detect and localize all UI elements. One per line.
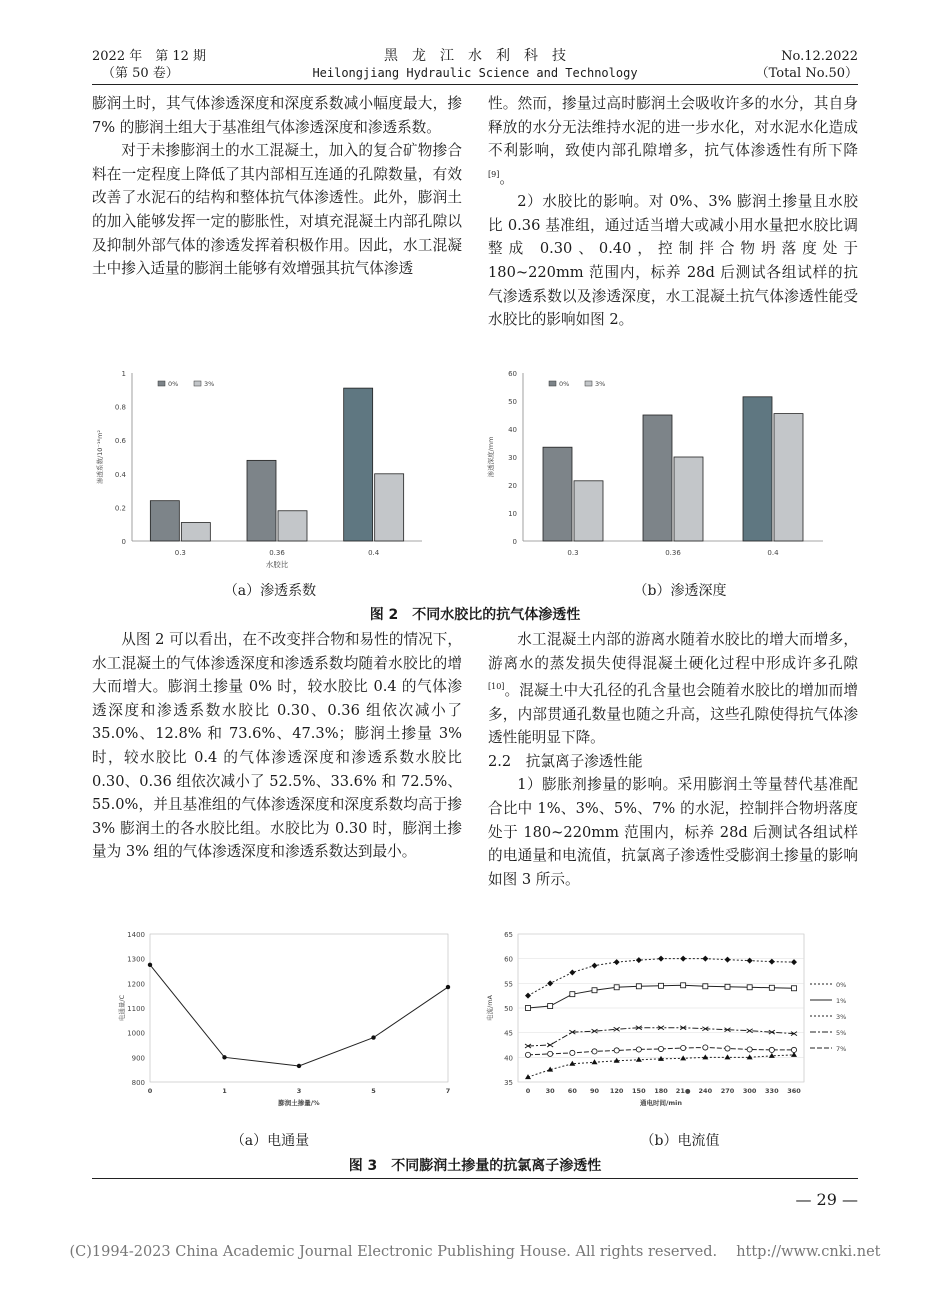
series-0pct-point-150 (636, 957, 642, 963)
y-tick-label: 60 (508, 370, 517, 378)
x-tick-label: 0.36 (269, 549, 285, 557)
series-1pct-point-180 (659, 983, 664, 988)
y-tick-label: 1 (121, 370, 126, 378)
paragraph: 膨润土时，其气体渗透深度和深度系数减小幅度最大，掺 7% 的膨润土组大于基准组气体渗透深度和渗透系数。 (92, 95, 462, 136)
series-flux-point-7 (446, 985, 450, 989)
x-tick-label: 360 (787, 1087, 801, 1095)
series-flux-line (150, 965, 448, 1066)
y-tick-label: 0.4 (114, 470, 126, 479)
header-issue (92, 48, 206, 82)
x-tick-label: 240 (698, 1087, 713, 1095)
series-1pct-point-360 (792, 986, 797, 991)
series-0pct-point-0 (525, 993, 531, 999)
y-tick-label: 40 (508, 426, 517, 434)
series-flux-point-1 (222, 1055, 226, 1059)
header-volume: （第 50 卷） (102, 66, 179, 81)
series-1pct-point-150 (636, 984, 641, 989)
series-5pct-point-120 (614, 1027, 620, 1031)
y-tick-label: 55 (504, 980, 513, 989)
y-axis-label: 电通量/C (118, 994, 126, 1022)
y-tick-label: 50 (504, 1005, 513, 1013)
chart-fig3b-current (486, 925, 850, 1120)
legend-swatch (194, 381, 201, 386)
right-column-mid (488, 628, 858, 891)
y-tick-label: 1100 (127, 1005, 145, 1013)
right-column-top (488, 92, 858, 332)
series-7pct-point-210 (681, 1045, 686, 1050)
header-total-no: （Total No.50） (755, 66, 858, 81)
chart-fig2a-permeability-coefficient (85, 365, 465, 580)
series-0pct-point-270 (725, 957, 731, 963)
x-tick-label: 300 (742, 1087, 757, 1095)
series-3pct-point-210 (680, 1055, 686, 1060)
series-7pct-point-30 (548, 1051, 553, 1056)
y-tick-label: 10 (508, 510, 517, 518)
series-7pct-point-240 (703, 1045, 708, 1050)
series-7pct-point-360 (791, 1047, 796, 1052)
bar-3pct-0.4 (375, 474, 404, 541)
fig3b-caption: （b）电流值 (640, 1133, 720, 1149)
x-tick-label: 120 (609, 1087, 624, 1095)
series-1pct-point-270 (725, 984, 730, 989)
x-tick-label: 5 (371, 1087, 376, 1095)
x-tick-label: 21● (675, 1087, 691, 1095)
footer-rule (92, 1178, 858, 1179)
page-number: — 29 — (795, 1190, 858, 1209)
series-flux-point-5 (371, 1035, 375, 1039)
header-no: No.12.2022 (781, 49, 858, 64)
series-1pct-line (528, 985, 794, 1008)
y-tick-label: 1000 (127, 1029, 145, 1038)
series-1pct-point-300 (747, 985, 752, 990)
series-flux-point-0 (148, 963, 152, 967)
x-axis-label: 水胶比 (265, 560, 289, 569)
series-0pct-point-330 (769, 959, 775, 965)
paragraph: 对于未掺膨润土的水工混凝土，加入的复合矿物掺合料在一定程度上降低了其内部相互连通的孔隙数量，有效改善了水泥石的结构和整体抗气体渗透性。此外，膨润土的加入能够发挥一定的膨胀性，对填充混凝土内部孔隙以及抑制外部气体的渗透发挥着积极作用。因此，水工混凝土中掺入适量的膨润土能够有效增强其抗气体渗透 (92, 142, 462, 278)
series-5pct-line (528, 1028, 794, 1046)
fig3-title: 图 3 不同膨润土掺量的抗氯离子渗透性 (348, 1158, 602, 1174)
x-axis-label: 通电时间/min (639, 1099, 683, 1107)
paragraph: 1）膨胀剂掺量的影响。采用膨润土等量替代基准配合比中 1%、3%、5%、7% 的水泥，控制拌合物坍落度处于 180~220mm 范围内，标养 28d 后测试各组试样的电通量和电流值，抗氯离子渗透性受膨润土掺量的影响如图 3 所示。 (488, 776, 858, 888)
legend-label: 0% (559, 380, 570, 388)
bar-3pct-0.36 (674, 457, 703, 541)
header-rule (92, 84, 858, 85)
y-tick-label: 900 (131, 1054, 145, 1063)
series-0pct-point-360 (791, 959, 797, 965)
x-tick-label: 1 (222, 1087, 227, 1095)
y-axis-label: 渗透系数/10⁻¹⁶m² (96, 429, 104, 485)
series-7pct-point-90 (592, 1049, 597, 1054)
series-0pct-line (528, 959, 794, 996)
chart-fig3a-electric-flux (90, 925, 450, 1120)
fig3a-caption: （a）电通量 (230, 1133, 310, 1149)
legend-label: 3% (595, 380, 606, 388)
bar-0pct-0.3 (150, 501, 179, 541)
series-7pct-point-180 (658, 1046, 663, 1051)
series-0pct-point-30 (547, 980, 553, 986)
series-7pct-point-330 (769, 1047, 774, 1052)
bar-0pct-0.36 (643, 415, 672, 541)
fig2-title: 图 2 不同水胶比的抗气体渗透性 (369, 607, 581, 623)
bar-3pct-0.3 (181, 523, 210, 541)
series-0pct-point-120 (614, 959, 620, 965)
bar-3pct-0.3 (574, 481, 603, 541)
legend-swatch (549, 381, 556, 386)
bar-0pct-0.36 (247, 460, 276, 541)
x-axis-label: 膨润土掺量/% (278, 1099, 320, 1107)
series-5pct-point-300 (747, 1029, 753, 1033)
header-number (756, 48, 858, 82)
paragraph: 从图 2 可以看出，在不改变拌合物和易性的情况下，水工混凝土的气体渗透深度和渗透系数均随着水胶比的增大而增大。膨润土掺量 0% 时，较水胶比 0.4 的气体渗透深度和渗透系数水胶比 0.30、0.36 组依次减小了 35.0%、12.8% 和 73.6%、47.3%；膨润土掺量 3% 时，较水胶比 0.4 的气体渗透深度和渗透系数水胶比 0.30、0.36 组依次减小了 52.5%、33.6% 和 72.5%、55.0%，并且基准组的气体渗透深度和深度系数均高于掺 3% 膨润土的各水胶比组。水胶比为 0.30 时，膨润土掺量为 3% 组的气体渗透深度和渗透系数达到最小。 (92, 631, 462, 861)
series-1pct-point-90 (592, 988, 597, 993)
series-5pct-legend-label: 5% (836, 1029, 847, 1037)
x-tick-label: 30 (545, 1087, 555, 1095)
header-year-issue: 2022 年 第 12 期 (92, 49, 207, 64)
y-tick-label: 0.8 (114, 403, 126, 412)
citation: [10] (488, 682, 505, 692)
y-tick-label: 1400 (127, 931, 145, 939)
series-3pct-legend-label: 3% (836, 1013, 847, 1021)
bar-3pct-0.4 (774, 414, 803, 541)
series-0pct-point-180 (658, 956, 664, 962)
y-tick-label: 50 (508, 398, 517, 406)
fig2b-caption: （b）渗透深度 (633, 583, 727, 599)
y-tick-label: 1300 (127, 955, 145, 964)
bar-0pct-0.4 (743, 397, 772, 541)
paragraph: 水工混凝土内部的游离水随着水胶比的增大而增多，游离水的蒸发损失使得混凝土硬化过程中形成许多孔隙[10]。混凝土中大孔径的孔含量也会随着水胶比的增加而增多，内部贯通孔数量也随之升高，这些孔隙使得抗气体渗透性能明显下降。 (488, 631, 858, 747)
y-tick-label: 800 (131, 1079, 145, 1087)
x-tick-label: 0 (147, 1087, 153, 1095)
x-tick-label: 0.4 (368, 549, 380, 557)
x-tick-label: 0.3 (174, 549, 186, 557)
y-tick-label: 35 (504, 1079, 513, 1087)
x-tick-label: 90 (589, 1087, 600, 1095)
x-tick-label: 0 (525, 1087, 531, 1095)
x-tick-label: 0.4 (767, 549, 779, 557)
y-tick-label: 60 (504, 955, 513, 964)
series-1pct-point-120 (614, 985, 619, 990)
series-1pct-point-330 (769, 985, 774, 990)
legend-label: 0% (168, 380, 179, 388)
paragraph: 2）水胶比的影响。对 0%、3% 膨润土掺量且水胶比 0.36 基准组，通过适当增大或减小用水量把水胶比调整成 0.30、0.40，控制拌合物坍落度处于 180~220mm 范围内，标养 28d 后测试各组试样的抗气渗透系数以及渗透深度，水工混凝土抗气体渗透性能受水胶比的影响如图 2。 (488, 193, 858, 329)
legend-swatch (585, 381, 592, 386)
y-tick-label: 0.2 (114, 504, 126, 513)
bar-0pct-0.4 (344, 388, 373, 541)
y-tick-label: 40 (504, 1054, 513, 1063)
chart-fig2b-permeability-depth (487, 365, 860, 580)
paragraph: 性。然而，掺量过高时膨润土会吸收许多的水分，其自身释放的水分无法维持水泥的进一步水化，对水泥水化造成不利影响，致使内部孔隙增多，抗气体渗透性有所下降[9]。 (488, 95, 858, 187)
legend-label: 3% (204, 380, 215, 388)
series-7pct-point-60 (570, 1050, 575, 1055)
series-7pct-point-120 (614, 1048, 619, 1053)
y-tick-label: 0 (512, 538, 517, 546)
plot-frame (150, 934, 448, 1082)
x-tick-label: 330 (765, 1087, 779, 1095)
series-1pct-point-0 (526, 1006, 531, 1011)
x-tick-label: 0.36 (665, 549, 681, 557)
series-7pct-legend-label: 7% (836, 1045, 847, 1053)
journal-title-en: Heilongjiang Hydraulic Science and Technology (312, 66, 638, 80)
series-7pct-point-150 (636, 1047, 641, 1052)
y-tick-label: 30 (508, 454, 517, 462)
series-7pct-point-0 (525, 1052, 530, 1057)
series-3pct-point-0 (525, 1074, 531, 1079)
y-tick-label: 45 (504, 1029, 513, 1038)
series-7pct-point-300 (747, 1047, 752, 1052)
x-tick-label: 0.3 (567, 549, 579, 557)
series-0pct-point-90 (592, 963, 598, 969)
series-1pct-legend-label: 1% (836, 997, 847, 1005)
y-tick-label: 65 (504, 931, 513, 939)
x-tick-label: 180 (654, 1087, 668, 1095)
left-column-top (92, 92, 462, 281)
series-1pct-point-210 (681, 983, 686, 988)
series-0pct-point-240 (702, 956, 708, 962)
x-tick-label: 150 (632, 1087, 646, 1095)
series-3pct-point-270 (725, 1054, 731, 1059)
series-1pct-point-240 (703, 984, 708, 989)
citation: [9] (488, 169, 500, 179)
series-7pct-point-270 (725, 1046, 730, 1051)
y-tick-label: 1200 (127, 980, 145, 989)
series-1pct-point-30 (548, 1004, 553, 1009)
section-heading: 2.2 抗氯离子渗透性能 (488, 752, 643, 770)
series-flux-point-3 (297, 1064, 301, 1068)
y-axis-label: 电流/mA (486, 995, 494, 1021)
series-0pct-point-60 (569, 969, 575, 975)
bar-0pct-0.3 (543, 447, 572, 541)
x-tick-label: 60 (567, 1087, 577, 1095)
bar-3pct-0.36 (278, 511, 307, 541)
y-axis-label: 渗透深度/mm (487, 436, 495, 478)
series-0pct-legend-label: 0% (836, 981, 847, 989)
x-tick-label: 270 (720, 1087, 735, 1095)
y-tick-label: 0.6 (114, 437, 126, 446)
legend-swatch (158, 381, 165, 386)
y-tick-label: 20 (508, 482, 517, 490)
series-0pct-point-210 (680, 956, 686, 962)
x-tick-label: 7 (445, 1087, 451, 1095)
y-tick-label: 0 (121, 538, 126, 546)
left-column-mid (92, 628, 462, 864)
series-1pct-point-60 (570, 992, 575, 997)
fig2a-caption: （a）渗透系数 (223, 583, 317, 599)
journal-title-cn: 黑 龙 江 水 利 科 技 (384, 48, 566, 64)
copyright-footer: (C)1994-2023 China Academic Journal Electronic Publishing House. All rights reserved. http://www.cnki.net (69, 1244, 881, 1260)
series-3pct-point-90 (592, 1059, 598, 1064)
header-journal (300, 48, 650, 82)
x-tick-label: 3 (296, 1087, 302, 1095)
